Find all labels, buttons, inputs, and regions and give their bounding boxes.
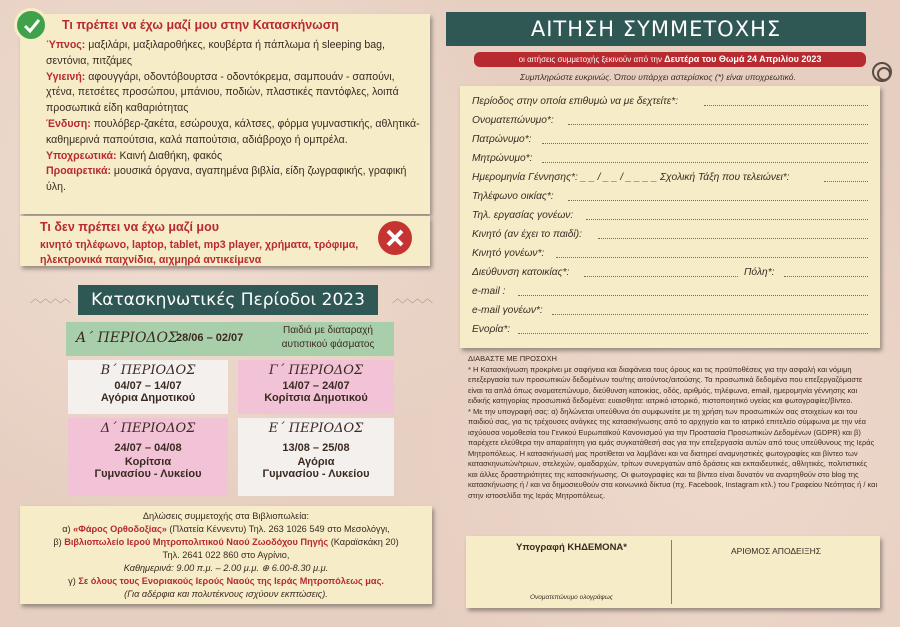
start-date-strip: οι αιτήσεις συμμετοχής ξεκινούν από την Δευτέρα του Θωμά 24 Απριλίου 2023 [474,52,866,67]
period-dates: 24/07 – 04/08 [114,442,182,454]
form-title: ΑΙΤΗΣΗ ΣΥΜΜΕΤΟΧΗΣ [446,12,866,46]
period-who: Κορίτσια [124,456,172,468]
period-who: Παιδιά με διαταραχή αυτιστικού φάσματος [281,325,375,350]
period-name: Δ΄ ΠΕΡΙΟΔΟΣ [100,421,196,436]
form-field-home-phone[interactable]: Τηλέφωνο οικίας*: [472,187,868,206]
period-a-box [66,322,394,356]
period-who: Γυμνασίου - Λυκείου [262,468,370,480]
form-field-parent-mobile[interactable]: Κινητό γονέων*: [472,244,868,263]
legal-paragraph: * Με την υπογραφή σας: α) δηλώνεται υπεύθυνα ότι συμφωνείτε με τη χρήση των προσωπικών σας στοιχείων και του παιδιού σας, για τις τρέχουσες ανάγκες της κατασκήνωσης από το αρχηγείο και το ιατρικό επιτελείο σύμφωνα με την νέα ισχύουσα νομοθεσία του Γενικού Ευρωπαϊκού Κανονισμού για την Προστασία Προσωπικών Δεδομένων (GDPR) και β) παρέχετε ελεύθερα την απαραίτητη για εμάς συγκατάθεσή σας για την επεξεργασία αυτών από τους υπεύθυνους της Ιεράς Μητροπόλεως. Η κατασκήνωσή μας προτίθεται να λαμβάνει και να διατηρεί αναμνηστικές φωτογραφίες και βίντεο των κατασκηνωτών/τριων, στελεχών, ομαδαρχών, τρίτων συνεργατών από δράσεις και εκπαιδευτικές, αθλητικές, πολιτιστικές και άλλες δραστηριότητες της κατασκήνωσης. Οι φωτογραφίες και τα βίντεο είναι δυνατόν να αναρτηθούν στο blog της κατασκήνωσης ή / και να δημοσιευθούν στα κοινωνικά δίκτυα (πχ. Facebook, Instagram κτλ.) του Γραφείου Νεότητας ή / και στην ιστοσελίδα της Ιεράς Μητροπόλεως. [468,406,878,500]
form-field-father[interactable]: Πατρώνυμο*: [472,130,868,149]
period-d-box [68,418,228,496]
period-e-box [238,418,394,496]
receipt-number-label: ΑΡΙΘΜΟΣ ΑΠΟΔΕΙΞΗΣ [730,546,822,556]
not-bring-title: Τι δεν πρέπει να έχω μαζί μου [40,220,219,234]
period-dates: 28/06 – 02/07 [176,332,244,344]
not-bring-text: κινητό τηλέφωνο, laptop, tablet, mp3 player, χρήματα, τρόφιμα, ηλεκτρονικά παιχνίδια, αιχμηρά αντικείμενα [40,239,359,266]
guardian-signature-label: Υπογραφή ΚΗΔΕΜΟΝΑ* [516,542,627,553]
bring-items [46,38,426,196]
bring-item: Ύπνος: μαξιλάρι, μαξιλαροθήκες, κουβέρτα ή πάπλωμα ή sleeping bag, σεντόνια, πιτζάμες [46,39,385,67]
bring-title: Τι πρέπει να έχω μαζί μου στην Κατασκήνωση [62,18,339,32]
form-field-fullname[interactable]: Ονοματεπώνυμο*: [472,111,868,130]
periods-title: Κατασκηνωτικές Περίοδοι 2023 [78,285,378,315]
form-field-mother[interactable]: Μητρώνυμο*: [472,149,868,168]
bring-item: Υγιεινή: αφουγγάρι, οδοντόβουρτσα - οδοντόκρεμα, σαμπουάν - σαπούνι, χτένα, πετσέτες προσώπου, μπάνιου, ποδιών, πλαστικές παντόφλες, λοιπά προσωπικά είδη καθαριότητας [46,70,399,115]
period-who: Αγόρια Δημοτικού [100,392,196,404]
legal-notice [468,354,878,501]
not-bring-card [20,216,430,266]
decl-line: Καθημερινά: 9.00 π.μ. – 2.00 μ.μ. ⊕ 6.00-8.30 μ.μ. [123,563,329,573]
form-field-work-phone[interactable]: Τηλ. εργασίας γονέων: [472,206,868,225]
period-b-box [68,360,228,414]
period-name: Β΄ ΠΕΡΙΟΔΟΣ [100,363,196,378]
period-who: Γυμνασίου - Λυκείου [94,468,202,480]
spiral-decoration [872,62,892,82]
decl-line: Δηλώσεις συμμετοχής στα Βιβλιοπωλεία: [142,511,310,521]
period-name: Ε΄ ΠΕΡΙΟΔΟΣ [268,421,364,436]
decl-line: β) Βιβλιοπωλείο Ιερού Μητροπολιτικού Ναού Ζωοδόχου Πηγής (Καραϊσκάκη 20) [53,537,399,547]
period-c-box [238,360,394,414]
legal-heading: ΔΙΑΒΑΣΤΕ ΜΕ ΠΡΟΣΟΧΗ [468,354,557,363]
prohibited-icon [378,221,412,255]
application-form [460,86,880,348]
period-who: Κορίτσια Δημοτικού [264,392,368,404]
form-field-parish[interactable]: Ενορία*: [472,320,868,339]
period-dates: 14/07 – 24/07 [282,380,350,392]
zigzag-decoration: ︿︿︿︿ [392,293,432,305]
form-field-birthdate-class[interactable]: Ημερομηνία Γέννησης*: _ _ / _ _ / _ _ _ _ Σχολική Τάξη που τελειώνει*: [472,168,868,187]
check-circle-icon [14,8,48,42]
decl-line: Τηλ. 2641 022 860 στο Αγρίνιο, [162,550,290,560]
form-field-address[interactable]: Διεύθυνση κατοικίας*: Πόλη*: [472,263,868,282]
form-field-parent-email[interactable]: e-mail γονέων*: [472,301,868,320]
zigzag-decoration: ︿︿︿︿ [30,293,70,305]
signature-box [466,536,880,608]
bring-item: Υποχρεωτικά: Καινή Διαθήκη, φακός [46,149,223,162]
declarations-card [20,506,432,604]
bring-list-card [20,14,430,214]
decl-line: γ) Σε όλους τους Ενοριακούς Ιερούς Ναούς της Ιεράς Μητροπόλεως μας. [68,576,384,586]
period-dates: 04/07 – 14/07 [114,380,182,392]
divider [671,540,672,604]
decl-line: (Για αδέρφια και πολυτέκνους ισχύουν εκπτώσεις). [124,589,328,599]
form-field-email[interactable]: e-mail : [472,282,868,301]
form-note: Συμπληρώστε ευκρινώς. Όπου υπάρχει αστερίσκος (*) είναι υποχρεωτικό. [520,72,796,82]
form-field-city-label: Πόλη*: [744,267,775,278]
decl-line: α) «Φάρος Ορθοδοξίας» (Πλατεία Κέννεντυ) Τηλ. 263 1026 549 στο Μεσολόγγι, [62,524,390,534]
period-name: Α΄ ΠΕΡΙΟΔΟΣ [76,330,178,346]
period-name: Γ΄ ΠΕΡΙΟΔΟΣ [268,363,364,378]
form-field-child-mobile[interactable]: Κινητό (αν έχει το παιδί): [472,225,868,244]
fullname-handwritten-label: Ονοματεπώνυμο ολογράφως [530,594,613,601]
bring-item: Ένδυση: πουλόβερ-ζακέτα, εσώρουχα, κάλτσες, φόρμα γυμναστικής, αθλητικά-καθημερινά παπούτσια, καλά παπούτσια, αδιάβροχο ή ομπρέλα. [46,117,420,146]
period-who: Αγόρια [297,456,335,468]
period-dates: 13/08 – 25/08 [282,442,350,454]
legal-paragraph: * Η Κατασκήνωση προκρίνει με σαφήνεια και διαφάνεια τους όρους και τις προϋποθέσεις για την ασφαλή και νόμιμη επεξεργασία των προσωπικών δεδομένων του/της αιτούντος/αιτούσης. Τα προσωπικά δεδομένα που επεξεργαζόμαστε είναι τα απλά όπως ονοματεπώνυμο, διεύθυνση κατοικίας, οδός, αριθμός, τηλέφωνα, email, ημερομηνία γέννησης και ειδικής κατηγορίας προσωπικά δεδομένα: ευαισθητα: ιατρικό ιστορικό, πιστοποιητικό υγείας και φωτογραφίες/βίντεο. [468,364,863,405]
bring-item: Προαιρετικά: μουσικά όργανα, αγαπημένα βιβλία, είδη ζωγραφικής, γραφική ύλη. [46,165,407,194]
form-field-period[interactable]: Περίοδος στην οποία επιθυμώ να με δεχτείτε*: [472,92,868,111]
